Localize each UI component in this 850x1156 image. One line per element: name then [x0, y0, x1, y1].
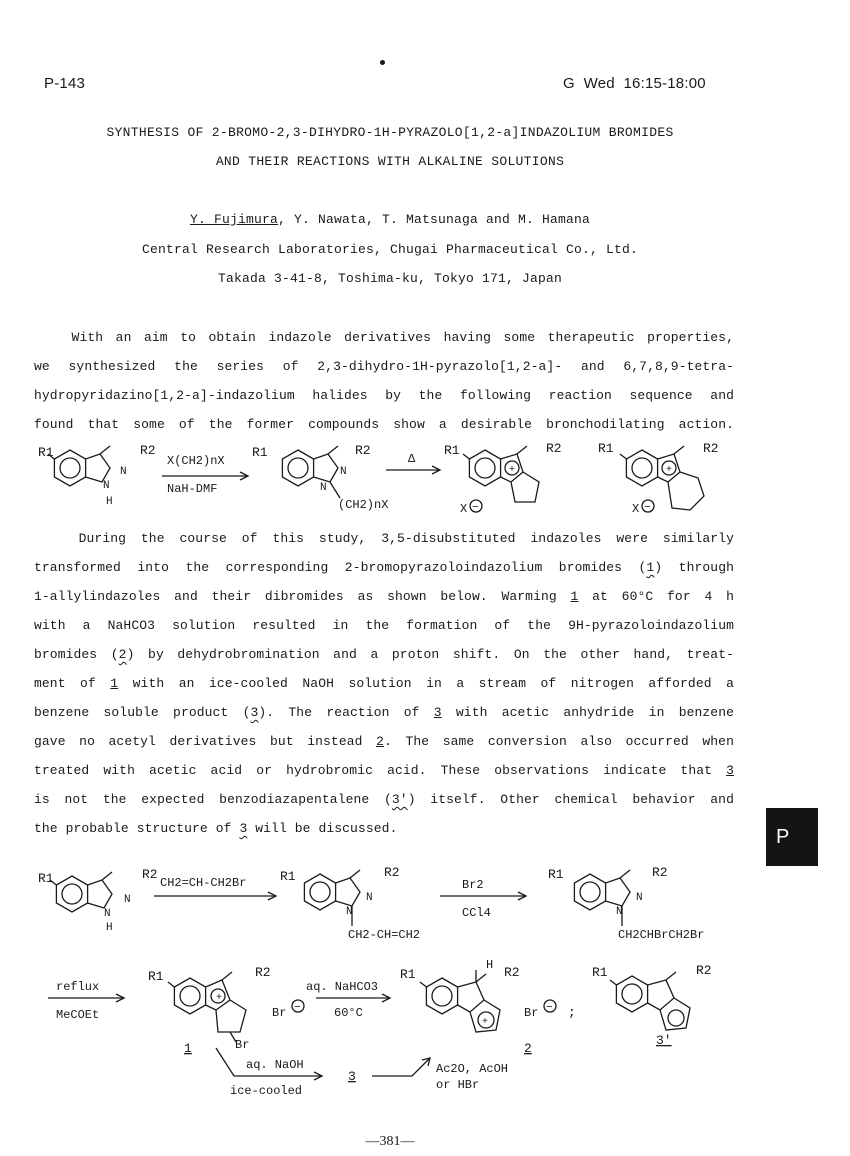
r1-label: R1 — [38, 445, 54, 460]
reflux-condition: reflux — [56, 980, 100, 994]
title-line-2: AND THEIR REACTIONS WITH ALKALINE SOLUTIONS — [215, 154, 565, 169]
compound-ref: 2 — [376, 734, 384, 749]
r1-label: R1 — [548, 867, 564, 882]
n-label: N — [340, 466, 347, 478]
presenting-author: Y. Fujimura — [189, 212, 278, 227]
nh-label: H — [106, 496, 113, 508]
compound-3prime-label: 3' — [656, 1033, 672, 1048]
para1-line: hydropyridazino[1,2-a]-indazolium halides by the following reaction sequence and — [34, 388, 734, 403]
para1-line: we synthesized the series of 2,3-dihydro-1H-pyrazolo[1,2-a]- and 6,7,8,9-tetra- — [34, 359, 734, 374]
r1-label: R1 — [444, 443, 460, 458]
para2-line: with a NaHCO3 solution resulted in the formation of the 9H-pyrazoloindazolium — [34, 618, 734, 633]
author-line — [0, 212, 780, 227]
para1-line: found that some of the former compounds show a desirable bronchodilating action. — [34, 417, 734, 432]
para2-line: is not the expected benzodiazapentalene (3') itself. Other chemical behavior and — [34, 792, 734, 807]
counter-ion: X — [460, 502, 468, 516]
affiliation-line-2: Takada 3-41-8, Toshima-ku, Tokyo 171, Japan — [217, 271, 563, 286]
acid-reagents-2: or HBr — [436, 1078, 480, 1092]
compound-2-label: 2 — [524, 1041, 532, 1056]
session-time: G Wed 16:15-18:00 — [563, 75, 706, 92]
n-label: N — [320, 482, 327, 494]
plus-charge: + — [509, 465, 516, 476]
n-label: N — [346, 906, 353, 918]
compound-ref: 3 — [239, 821, 248, 836]
r2-label: R2 — [504, 965, 520, 980]
r2-label: R2 — [255, 965, 271, 980]
affiliation-line-1: Central Research Laboratories, Chugai Pharmaceutical Co., Ltd. — [141, 242, 639, 257]
n-label: N — [103, 480, 110, 492]
heat-symbol: Δ — [408, 452, 416, 466]
para1-line: With an aim to obtain indazole derivatives having some therapeutic properties, — [34, 330, 734, 345]
reagent-bottom: NaH-DMF — [167, 482, 218, 496]
para2-line: gave no acetyl derivatives but instead 2. The same conversion also occurred when — [34, 734, 734, 749]
counter-ion: Br — [272, 1006, 287, 1020]
minus-charge: − — [546, 1002, 553, 1014]
acid-reagents: Ac2O, AcOH — [436, 1062, 509, 1076]
naoh-reagent: aq. NaOH — [246, 1058, 304, 1072]
compound-ref: 3 — [433, 705, 442, 720]
co-authors: , Y. Nawata, T. Matsunaga and M. Hamana — [277, 212, 591, 227]
para2-line: transformed into the corresponding 2-bromopyrazoloindazolium bromides (1) through — [34, 560, 734, 575]
paper-id: P-143 — [44, 75, 86, 92]
r2-label: R2 — [355, 443, 371, 458]
para2-line: treated with acetic acid or hydrobromic acid. These observations indicate that 3 — [34, 763, 734, 778]
compound-ref: 3 — [726, 763, 734, 778]
n-label: N — [120, 466, 127, 478]
plus-charge: + — [666, 465, 673, 476]
n-label: N — [104, 908, 111, 920]
bromo-substituent: Br — [235, 1038, 250, 1052]
compound-1-label: 1 — [184, 1041, 192, 1056]
compound-ref: 3' — [391, 792, 408, 807]
n-label: N — [636, 892, 643, 904]
minus-charge: − — [644, 502, 651, 514]
compound-3-label: 3 — [348, 1069, 356, 1084]
reagent-top: X(CH2)nX — [167, 454, 225, 468]
paragraph-1 — [34, 323, 734, 439]
allyl-group: CH2-CH=CH2 — [348, 928, 421, 942]
r1-label: R1 — [38, 871, 54, 886]
plus-charge: + — [482, 1017, 489, 1028]
ice-cooled-condition: ice-cooled — [230, 1084, 303, 1098]
bromine-reagent: Br2 — [462, 878, 484, 892]
n-label: N — [616, 906, 623, 918]
section-tab: P — [766, 808, 818, 866]
r1-label: R1 — [592, 965, 608, 980]
compound-ref: 2 — [118, 647, 127, 662]
r2-label: R2 — [384, 865, 400, 880]
para2-line: During the course of this study, 3,5-disubstituted indazoles were similarly — [34, 531, 734, 546]
n-label: N — [366, 892, 373, 904]
para2-line: benzene soluble product (3). The reaction of 3 with acetic anhydride in benzene — [34, 705, 734, 720]
separator: ; — [568, 1005, 576, 1020]
counter-ion: Br — [524, 1006, 539, 1020]
compound-ref: 1 — [110, 676, 119, 691]
r2-label: R2 — [140, 443, 156, 458]
solvent-mecoet: MeCOEt — [56, 1008, 100, 1022]
indazole-start — [48, 446, 110, 486]
minus-charge: − — [294, 1002, 301, 1014]
h-label: H — [106, 922, 113, 934]
n-label: N — [124, 894, 131, 906]
page-number: —381— — [365, 1134, 415, 1149]
r2-label: R2 — [696, 963, 712, 978]
scheme-2 — [30, 856, 760, 1106]
r1-label: R1 — [252, 445, 268, 460]
compound-ref: 1 — [646, 560, 655, 575]
r2-label: R2 — [703, 441, 719, 456]
r1-label: R1 — [598, 441, 614, 456]
h-label: H — [486, 958, 494, 972]
temperature: 60°C — [334, 1006, 363, 1020]
minus-charge: − — [472, 502, 479, 514]
para2-line: ment of 1 with an ice-cooled NaOH solution in a stream of nitrogen afforded a — [34, 676, 734, 691]
r1-label: R1 — [400, 967, 416, 982]
para2-line: 1-allylindazoles and their dibromides as shown below. Warming 1 at 60°C for 4 h — [34, 589, 734, 604]
plus-charge: + — [216, 993, 223, 1004]
para2-line: the probable structure of 3 will be discussed. — [34, 821, 398, 836]
allyl-bromide-reagent: CH2=CH-CH2Br — [160, 876, 247, 890]
nahco3-reagent: aq. NaHCO3 — [306, 980, 379, 994]
r2-label: R2 — [652, 865, 668, 880]
scheme-1 — [30, 436, 750, 524]
para2-line: bromides (2) by dehydrobromination and a proton shift. On the other hand, treat- — [34, 647, 734, 662]
solvent-ccl4: CCl4 — [462, 906, 491, 920]
r2-label: R2 — [546, 441, 562, 456]
chain-label: (CH2)nX — [338, 498, 389, 512]
counter-ion: X — [632, 502, 640, 516]
r1-label: R1 — [148, 969, 164, 984]
bullet-mark — [380, 60, 385, 65]
title-line-1: SYNTHESIS OF 2-BROMO-2,3-DIHYDRO-1H-PYRAZOLO[1,2-a]INDAZOLIUM BROMIDES — [106, 125, 674, 140]
dibromopropyl-group: CH2CHBrCH2Br — [618, 928, 705, 942]
paragraph-2 — [34, 524, 734, 843]
compound-ref: 1 — [570, 589, 579, 604]
compound-ref: 3 — [250, 705, 259, 720]
r2-label: R2 — [142, 867, 158, 882]
r1-label: R1 — [280, 869, 296, 884]
